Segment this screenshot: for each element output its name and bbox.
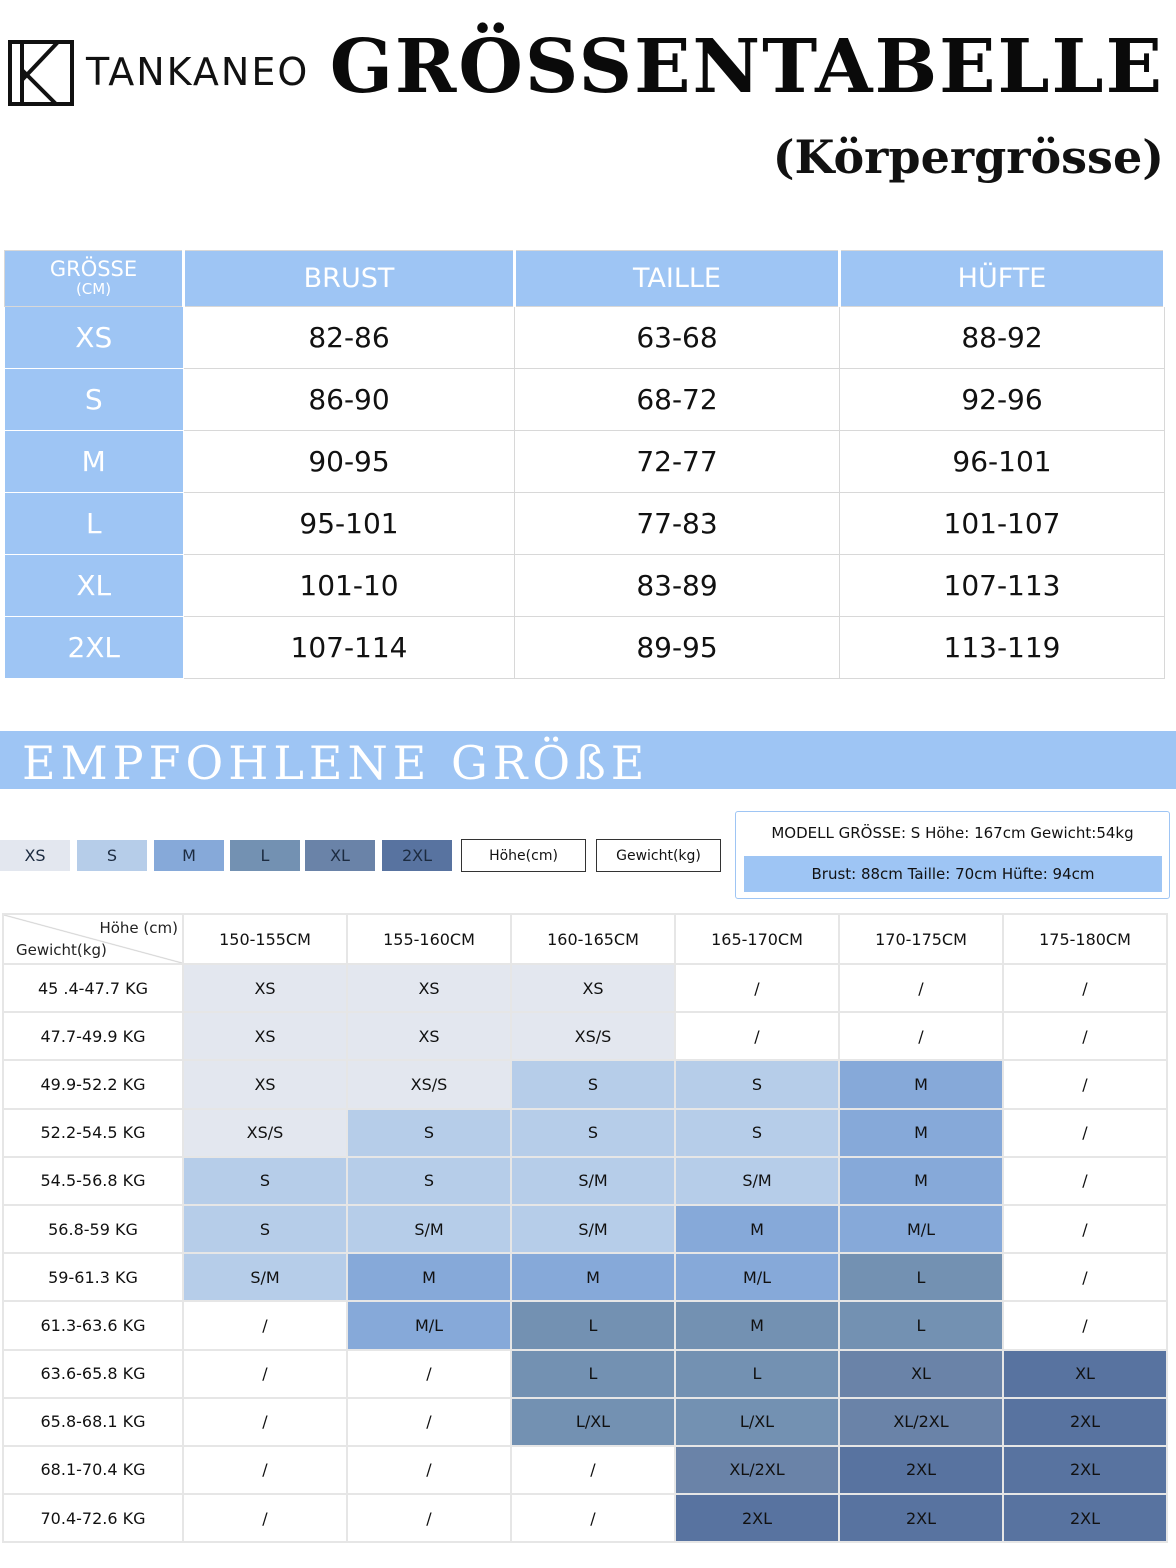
measurement-row	[5, 431, 1165, 493]
measurement-value: 72-77	[515, 431, 840, 493]
grid-row	[3, 1205, 1167, 1253]
measurement-value: 88-92	[840, 307, 1165, 369]
recommended-size-grid	[2, 913, 1168, 1543]
size-recommendation-cell: M	[839, 1157, 1003, 1205]
size-recommendation-cell: /	[183, 1301, 347, 1349]
size-recommendation-cell: XS	[183, 964, 347, 1012]
weight-label: 54.5-56.8 KG	[3, 1157, 183, 1205]
height-column-header: 160-165CM	[511, 914, 675, 964]
size-recommendation-cell: L	[511, 1301, 675, 1349]
size-recommendation-cell: /	[347, 1398, 511, 1446]
weight-label: 49.9-52.2 KG	[3, 1060, 183, 1108]
height-column-header: 150-155CM	[183, 914, 347, 964]
size-recommendation-cell: S	[347, 1109, 511, 1157]
measurement-value: 90-95	[184, 431, 515, 493]
legend-height-box: Höhe(cm)	[461, 839, 586, 872]
measurement-value: 92-96	[840, 369, 1165, 431]
measurement-value: 101-10	[184, 555, 515, 617]
page-title: GRÖSSENTABELLE	[329, 24, 1164, 110]
size-header-unit: (CM)	[75, 279, 112, 298]
size-label: S	[5, 369, 184, 431]
size-recommendation-cell: M/L	[675, 1253, 839, 1301]
size-recommendation-cell: XS	[183, 1012, 347, 1060]
size-recommendation-cell: 2XL	[839, 1446, 1003, 1494]
measurement-value: 83-89	[515, 555, 840, 617]
page-subtitle: (Körpergrösse)	[772, 130, 1164, 184]
size-recommendation-cell: L	[839, 1301, 1003, 1349]
size-recommendation-cell: 2XL	[1003, 1398, 1167, 1446]
size-recommendation-cell: XS	[183, 1060, 347, 1108]
measurement-header-row	[5, 251, 1165, 307]
brust-header: BRUST	[184, 251, 515, 307]
size-recommendation-cell: XS	[511, 964, 675, 1012]
grid-row	[3, 1060, 1167, 1108]
measurement-row	[5, 555, 1165, 617]
grid-corner	[3, 914, 183, 964]
size-recommendation-cell: 2XL	[675, 1494, 839, 1542]
size-recommendation-cell: M	[347, 1253, 511, 1301]
height-column-header: 155-160CM	[347, 914, 511, 964]
size-recommendation-cell: /	[1003, 1157, 1167, 1205]
size-recommendation-cell: M	[675, 1205, 839, 1253]
grid-row	[3, 1350, 1167, 1398]
size-recommendation-cell: /	[1003, 1205, 1167, 1253]
measurement-value: 63-68	[515, 307, 840, 369]
legend-chip-xs: XS	[0, 840, 70, 871]
measurement-row	[5, 493, 1165, 555]
measurement-row	[5, 617, 1165, 679]
size-recommendation-cell: S/M	[511, 1205, 675, 1253]
size-recommendation-cell: 2XL	[1003, 1494, 1167, 1542]
legend-weight-box: Gewicht(kg)	[596, 839, 721, 872]
grid-corner-weight: Gewicht(kg)	[16, 941, 107, 959]
height-column-header: 170-175CM	[839, 914, 1003, 964]
height-column-header: 165-170CM	[675, 914, 839, 964]
size-recommendation-cell: L/XL	[675, 1398, 839, 1446]
measurement-value: 89-95	[515, 617, 840, 679]
grid-row	[3, 1012, 1167, 1060]
size-recommendation-cell: M/L	[839, 1205, 1003, 1253]
measurement-value: 86-90	[184, 369, 515, 431]
grid-row	[3, 964, 1167, 1012]
size-recommendation-cell: S/M	[511, 1157, 675, 1205]
size-recommendation-cell: M	[675, 1301, 839, 1349]
model-size-info: MODELL GRÖSSE: S Höhe: 167cm Gewicht:54kg	[771, 824, 1134, 842]
recommended-title: EMPFOHLENE GRÖßE	[22, 736, 650, 790]
size-recommendation-cell: XL	[839, 1350, 1003, 1398]
size-recommendation-cell: S/M	[675, 1157, 839, 1205]
grid-row	[3, 1253, 1167, 1301]
size-recommendation-cell: S	[183, 1157, 347, 1205]
size-recommendation-cell: /	[839, 1012, 1003, 1060]
model-measurements: Brust: 88cm Taille: 70cm Hüfte: 94cm	[744, 856, 1162, 892]
height-column-header: 175-180CM	[1003, 914, 1167, 964]
measurement-value: 68-72	[515, 369, 840, 431]
size-header	[5, 251, 184, 307]
size-recommendation-cell: XL/2XL	[675, 1446, 839, 1494]
legend-chip-xl: XL	[305, 840, 375, 871]
measurement-value: 113-119	[840, 617, 1165, 679]
size-recommendation-cell: M	[839, 1060, 1003, 1108]
grid-row	[3, 1398, 1167, 1446]
weight-label: 65.8-68.1 KG	[3, 1398, 183, 1446]
size-recommendation-cell: S	[675, 1060, 839, 1108]
size-recommendation-cell: XS/S	[347, 1060, 511, 1108]
size-recommendation-cell: 2XL	[839, 1494, 1003, 1542]
size-recommendation-cell: S/M	[347, 1205, 511, 1253]
size-recommendation-cell: XS/S	[183, 1109, 347, 1157]
size-recommendation-cell: /	[675, 1012, 839, 1060]
size-recommendation-cell: S	[347, 1157, 511, 1205]
measurement-row	[5, 369, 1165, 431]
legend-chip-2xl: 2XL	[382, 840, 452, 871]
weight-label: 52.2-54.5 KG	[3, 1109, 183, 1157]
size-recommendation-cell: S	[511, 1060, 675, 1108]
grid-header-row	[3, 914, 1167, 964]
measurement-row	[5, 307, 1165, 369]
measurement-value: 77-83	[515, 493, 840, 555]
size-recommendation-cell: S	[675, 1109, 839, 1157]
grid-row	[3, 1109, 1167, 1157]
size-recommendation-cell: S	[511, 1109, 675, 1157]
weight-label: 59-61.3 KG	[3, 1253, 183, 1301]
weight-label: 68.1-70.4 KG	[3, 1446, 183, 1494]
size-recommendation-cell: /	[1003, 964, 1167, 1012]
size-label: XS	[5, 307, 184, 369]
size-recommendation-cell: S/M	[183, 1253, 347, 1301]
measurement-value: 96-101	[840, 431, 1165, 493]
size-recommendation-cell: /	[675, 964, 839, 1012]
size-recommendation-cell: /	[183, 1494, 347, 1542]
size-recommendation-cell: /	[347, 1446, 511, 1494]
legend-chip-s: S	[77, 840, 147, 871]
measurement-value: 95-101	[184, 493, 515, 555]
size-recommendation-cell: /	[183, 1446, 347, 1494]
size-recommendation-cell: /	[347, 1350, 511, 1398]
size-label: XL	[5, 555, 184, 617]
size-recommendation-cell: /	[1003, 1060, 1167, 1108]
grid-corner-height: Höhe (cm)	[99, 919, 178, 937]
size-recommendation-cell: /	[1003, 1253, 1167, 1301]
size-recommendation-cell: /	[1003, 1301, 1167, 1349]
size-recommendation-cell: L/XL	[511, 1398, 675, 1446]
grid-row	[3, 1157, 1167, 1205]
brand-name: TANKANEO	[86, 50, 310, 94]
grid-row	[3, 1494, 1167, 1542]
size-recommendation-cell: 2XL	[1003, 1446, 1167, 1494]
weight-label: 63.6-65.8 KG	[3, 1350, 183, 1398]
size-recommendation-cell: XS/S	[511, 1012, 675, 1060]
size-recommendation-cell: XS	[347, 1012, 511, 1060]
size-recommendation-cell: S	[183, 1205, 347, 1253]
size-recommendation-cell: /	[347, 1494, 511, 1542]
size-recommendation-cell: XL	[1003, 1350, 1167, 1398]
size-recommendation-cell: /	[1003, 1012, 1167, 1060]
weight-label: 45 .4-47.7 KG	[3, 964, 183, 1012]
legend-chip-l: L	[230, 840, 300, 871]
size-label: L	[5, 493, 184, 555]
weight-label: 70.4-72.6 KG	[3, 1494, 183, 1542]
weight-label: 47.7-49.9 KG	[3, 1012, 183, 1060]
size-recommendation-cell: /	[183, 1350, 347, 1398]
grid-row	[3, 1301, 1167, 1349]
taille-header: TAILLE	[515, 251, 840, 307]
measurement-value: 101-107	[840, 493, 1165, 555]
legend-chip-m: M	[154, 840, 224, 871]
size-recommendation-cell: M	[839, 1109, 1003, 1157]
size-recommendation-cell: XL/2XL	[839, 1398, 1003, 1446]
size-recommendation-cell: /	[1003, 1109, 1167, 1157]
measurement-table	[4, 250, 1166, 679]
size-label: M	[5, 431, 184, 493]
size-recommendation-cell: M	[511, 1253, 675, 1301]
size-recommendation-cell: /	[183, 1398, 347, 1446]
huefte-header: HÜFTE	[840, 251, 1165, 307]
size-header-label: GRÖSSE	[49, 256, 138, 281]
measurement-value: 82-86	[184, 307, 515, 369]
measurement-value: 107-114	[184, 617, 515, 679]
size-recommendation-cell: /	[511, 1446, 675, 1494]
size-recommendation-cell: M/L	[347, 1301, 511, 1349]
size-recommendation-cell: /	[511, 1494, 675, 1542]
grid-row	[3, 1446, 1167, 1494]
measurement-value: 107-113	[840, 555, 1165, 617]
model-info-box	[735, 811, 1170, 899]
size-recommendation-cell: /	[839, 964, 1003, 1012]
brand-logo-icon	[8, 40, 74, 106]
weight-label: 61.3-63.6 KG	[3, 1301, 183, 1349]
size-label: 2XL	[5, 617, 184, 679]
size-recommendation-cell: XS	[347, 964, 511, 1012]
weight-label: 56.8-59 KG	[3, 1205, 183, 1253]
size-recommendation-cell: L	[511, 1350, 675, 1398]
size-recommendation-cell: L	[839, 1253, 1003, 1301]
size-recommendation-cell: L	[675, 1350, 839, 1398]
